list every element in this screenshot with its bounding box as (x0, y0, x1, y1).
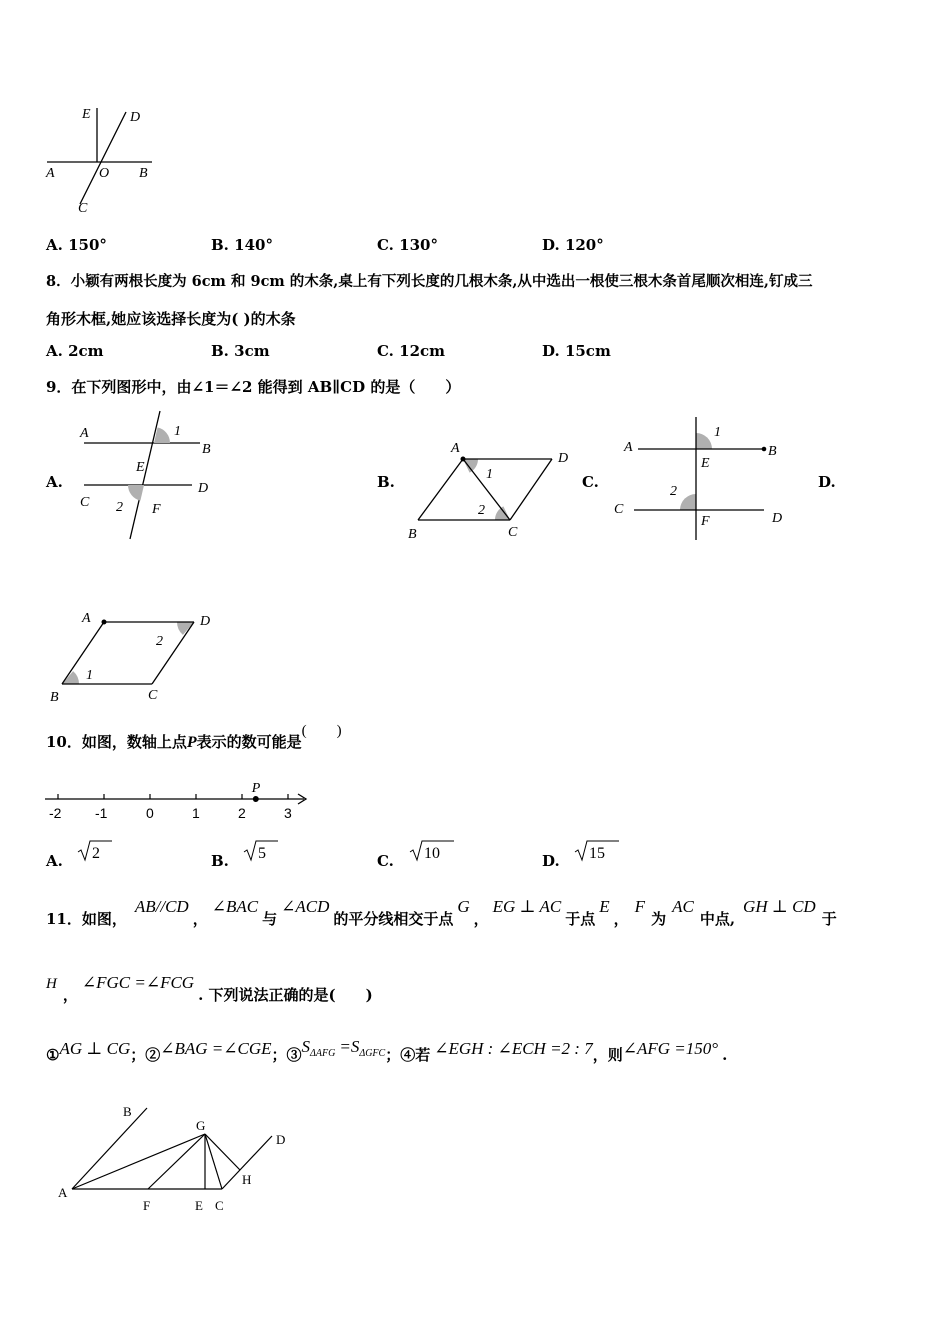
segment-ag (72, 1134, 205, 1189)
label-a: A (80, 426, 89, 441)
q11-s3-marker: ③ (286, 1046, 302, 1064)
line-cd (80, 112, 126, 204)
q8-option-d[interactable] (542, 342, 611, 360)
side-ba (62, 622, 104, 684)
q11-s3-sub2: ΔGFC (359, 1048, 386, 1059)
q10-option-c[interactable] (377, 852, 394, 870)
q11-semi3: ； (385, 1046, 401, 1064)
q11-s1-marker: ① (46, 1046, 60, 1064)
angle-2-mark (177, 622, 194, 635)
q11-ze: ，则 (592, 1046, 623, 1064)
q11-math-gh-perp-cd: GH ⊥ CD (743, 897, 816, 916)
label-e: E (701, 456, 710, 471)
angle-1-mark (154, 427, 170, 443)
q11-text3: 中点, (699, 910, 736, 928)
q11-math-g: G (457, 897, 470, 916)
label-a: A (451, 441, 460, 456)
label-a: A (82, 611, 91, 626)
q11-yu2: 于 (821, 910, 837, 928)
q11-s3-math (301, 1037, 386, 1059)
tick-label: -1 (95, 805, 108, 821)
label-a: A (624, 440, 633, 455)
q11-stem-line1 (46, 897, 837, 929)
q9-figure-b[interactable] (400, 432, 580, 547)
q11-math-eg-perp-ac: EG ⊥ AC (492, 897, 562, 916)
label-b: B (50, 690, 59, 705)
q11-text1: 的平分线相交于点 (333, 910, 454, 928)
label-b: B (202, 442, 211, 457)
q10-stem-text2: 表示的数可能是 (196, 733, 302, 751)
q11-math-e: E (599, 897, 610, 916)
q8-option-a[interactable] (46, 342, 104, 360)
q11-s4-math2: ∠AFG =150° (622, 1039, 719, 1058)
option-letter: B. (211, 236, 229, 254)
q10-option-a-sqrt (76, 838, 116, 864)
angle-1-mark (696, 433, 712, 449)
label-f: F (143, 1198, 151, 1213)
label-c: C (148, 688, 158, 703)
q9-figure-d[interactable] (42, 602, 222, 708)
label-c: C (80, 495, 90, 510)
q11-comma: ， (192, 910, 208, 928)
q7-option-b[interactable] (211, 236, 273, 254)
q9-figure-a[interactable] (70, 405, 230, 545)
q11-s4-marker: ④若 (400, 1046, 431, 1064)
q7-option-a[interactable] (46, 236, 107, 254)
label-f: F (152, 502, 161, 517)
radicand: 5 (258, 845, 266, 862)
tick-label: 3 (284, 805, 292, 821)
q11-s4-math: ∠EGH : ∠ECH =2 : 7 (434, 1039, 593, 1058)
label-two: 2 (478, 503, 485, 518)
ray-ab (72, 1108, 147, 1189)
radicand: 15 (589, 845, 605, 862)
label-e: E (195, 1198, 203, 1213)
q11-text2: 于点 (565, 910, 596, 928)
label-d: D (558, 451, 569, 466)
point-a (102, 620, 107, 625)
tick-label: 1 (192, 805, 200, 821)
radicand: 2 (92, 845, 100, 862)
q11-semi1: ； (130, 1046, 146, 1064)
side-dc (152, 622, 194, 684)
angle-1-mark (62, 671, 79, 684)
q11-s2-math: ∠BAG =∠CGE (160, 1039, 272, 1058)
option-text: 12cm (399, 342, 446, 360)
q11-math-h: H (46, 976, 57, 992)
q10-option-d-sqrt (573, 838, 623, 864)
q11-statements (46, 1037, 728, 1065)
q10-point-name: P (186, 734, 197, 751)
option-letter: C. (377, 852, 394, 870)
q11-math-angle-acd: ∠ACD (281, 897, 330, 916)
q11-wei: 为 (651, 910, 667, 928)
q8-option-c[interactable] (377, 342, 445, 360)
label-p: P (251, 781, 261, 796)
q11-semi2: ； (271, 1046, 287, 1064)
side-dc (510, 459, 552, 520)
q11-comma2: ， (473, 910, 489, 928)
q11-math-ab-parallel-cd: AB//CD (134, 897, 189, 916)
label-two: 2 (116, 500, 123, 515)
q10-stem-text: 10．如图，数轴上点 (46, 733, 187, 751)
q10-option-b-sqrt (242, 838, 282, 864)
q11-s2-marker: ② (145, 1046, 161, 1064)
side-ba (418, 459, 463, 520)
q11-comma4: ， (62, 986, 78, 1004)
label-d: D (772, 511, 783, 526)
q8-stem-line2: 角形木框,她应该选择长度为( )的木条 (46, 310, 296, 328)
label-h: H (242, 1172, 252, 1187)
label-one: 1 (486, 467, 493, 482)
q10-option-c-sqrt (408, 838, 458, 864)
option-letter: A. (46, 342, 63, 360)
option-text: 3cm (234, 342, 270, 360)
option-letter: B. (211, 852, 229, 870)
label-f: F (701, 514, 710, 529)
q11-s3-s1: S (301, 1037, 311, 1056)
option-letter: D. (542, 342, 560, 360)
q10-stem (46, 723, 342, 752)
option-text: 120° (564, 236, 604, 254)
label-a: A (46, 166, 55, 181)
point-p (253, 796, 259, 802)
angle-2-mark (128, 485, 144, 501)
point-a (461, 457, 466, 462)
option-text: 150° (68, 236, 107, 254)
label-one: 1 (86, 668, 93, 683)
q8-option-b[interactable] (211, 342, 270, 360)
label-g: G (196, 1118, 206, 1133)
option-text: 2cm (68, 342, 104, 360)
label-two: 2 (670, 484, 677, 499)
q9-option-c-label[interactable]: C. (582, 473, 599, 491)
label-one: 1 (714, 425, 721, 440)
label-a: A (58, 1185, 68, 1200)
q10-option-d[interactable] (542, 852, 560, 870)
q10-paren: ( ) (301, 723, 342, 739)
q11-yu: 与 (262, 910, 278, 928)
option-letter: A. (46, 852, 63, 870)
q11-comma3: ， (613, 910, 629, 928)
q11-figure (50, 1100, 300, 1220)
label-d: D (200, 614, 211, 629)
q11-math-angle-fgc-eq-fcg: ∠FGC =∠FCG (81, 973, 195, 992)
label-d: D (198, 481, 209, 496)
q11-s3-eq: =S (339, 1037, 360, 1056)
label-one: 1 (174, 424, 181, 439)
segment-gf (148, 1134, 205, 1189)
angle-2-mark (680, 494, 696, 510)
q9-option-a-label[interactable]: A. (46, 473, 63, 491)
option-letter: B. (211, 342, 229, 360)
transversal (130, 411, 160, 539)
point-b (762, 447, 767, 452)
q10-option-b[interactable] (211, 852, 229, 870)
label-c: C (614, 502, 624, 517)
option-letter: C. (377, 342, 394, 360)
label-c: C (508, 525, 518, 540)
label-two: 2 (156, 634, 163, 649)
label-d: D (130, 110, 141, 125)
q9-option-b-label[interactable]: B. (377, 473, 395, 491)
q11-math-angle-bac: ∠BAC (211, 897, 259, 916)
q11-end-dot: . (722, 1046, 728, 1064)
q8-stem-line1: 8．小颖有两根长度为 6cm 和 9cm 的木条,桌上有下列长度的几根木条,从中选出一根使三根木条首尾顺次相连,钉成三 (46, 273, 813, 290)
label-e: E (82, 107, 91, 122)
option-text: 15cm (564, 342, 611, 360)
q11-prefix: 11．如图， (46, 910, 127, 928)
option-letter: D. (542, 852, 560, 870)
q11-text4: . 下列说法正确的是( ) (198, 986, 373, 1004)
radicand: 10 (424, 845, 440, 862)
q11-math-f: F (634, 897, 646, 916)
q11-stem-line2 (46, 973, 373, 1005)
label-b: B (408, 527, 417, 542)
label-b: B (123, 1104, 132, 1119)
q9-option-d-label[interactable]: D. (818, 473, 836, 491)
option-letter: D. (542, 236, 560, 254)
option-text: 140° (234, 236, 273, 254)
q9-figure-c[interactable] (608, 415, 798, 545)
q11-s1-math: AG ⊥ CG (59, 1039, 131, 1058)
q10-number-line (40, 778, 320, 828)
option-letter: A. (46, 236, 63, 254)
option-letter: C. (377, 236, 394, 254)
q7-figure (40, 100, 170, 220)
tick-label: 0 (146, 805, 154, 821)
label-e: E (136, 460, 145, 475)
q7-option-d[interactable] (542, 236, 604, 254)
label-b: B (768, 444, 777, 459)
q9-stem: 9．在下列图形中，由∠1＝∠2 能得到 AB∥CD 的是（ ） (46, 378, 461, 396)
option-text: 130° (399, 236, 438, 254)
q10-option-a[interactable] (46, 852, 63, 870)
label-c: C (78, 201, 88, 216)
label-c: C (215, 1198, 224, 1213)
q11-math-ac: AC (672, 897, 694, 916)
label-b: B (139, 166, 148, 181)
q7-option-c[interactable] (377, 236, 438, 254)
label-o: O (99, 166, 110, 181)
q11-s3-sub1: ΔAFG (310, 1048, 336, 1059)
tick-label: -2 (49, 805, 62, 821)
label-d: D (276, 1132, 286, 1147)
tick-label: 2 (238, 805, 246, 821)
